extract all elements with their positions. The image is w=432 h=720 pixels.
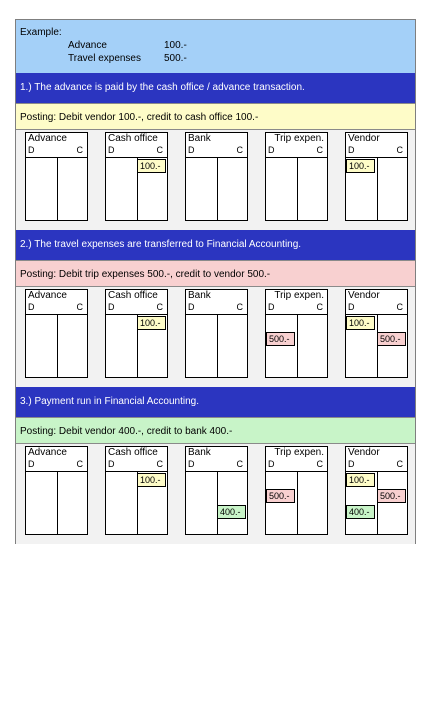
account-entry-credit: 500.- [377, 489, 406, 503]
step-heading: 1.) The advance is paid by the cash office / advance transaction. [16, 73, 415, 103]
account-entry-debit: 500.- [266, 489, 295, 503]
account-name: Cash office [108, 133, 158, 144]
posting-text: Posting: Debit trip expenses 500.-, credit to vendor 500.- [16, 260, 415, 287]
account-entry-debit: 100.- [346, 316, 375, 330]
credit-label: C [396, 302, 403, 312]
account-divider-vertical [57, 157, 58, 220]
t-account [105, 132, 168, 221]
debit-label: D [188, 302, 195, 312]
account-divider-vertical [217, 471, 218, 534]
posting-text: Posting: Debit vendor 400.-, credit to bank 400.- [16, 417, 415, 444]
credit-label: C [316, 145, 323, 155]
debit-label: D [188, 459, 195, 469]
debit-label: D [268, 302, 275, 312]
t-account [265, 132, 328, 221]
account-divider-vertical [217, 157, 218, 220]
diagram-frame [15, 19, 416, 544]
credit-label: C [76, 302, 83, 312]
account-divider-vertical [297, 471, 298, 534]
t-account [25, 132, 88, 221]
account-divider-vertical [297, 157, 298, 220]
accounts-row [16, 130, 415, 230]
account-divider-vertical [217, 314, 218, 377]
t-account [105, 289, 168, 378]
account-name: Cash office [108, 290, 158, 301]
t-account [185, 289, 248, 378]
step-heading: 3.) Payment run in Financial Accounting. [16, 387, 415, 417]
account-entry-debit: 100.- [346, 159, 375, 173]
account-entry-credit: 100.- [137, 473, 166, 487]
account-divider-vertical [57, 471, 58, 534]
t-account [345, 446, 408, 535]
credit-label: C [76, 459, 83, 469]
step-heading: 2.) The travel expenses are transferred to Financial Accounting. [16, 230, 415, 260]
credit-label: C [236, 302, 243, 312]
account-entry-credit: 400.- [217, 505, 246, 519]
t-account [265, 289, 328, 378]
debit-label: D [108, 145, 115, 155]
debit-label: D [348, 145, 355, 155]
credit-label: C [316, 302, 323, 312]
example-row-travel [68, 53, 187, 64]
debit-label: D [28, 459, 35, 469]
account-divider-vertical [297, 314, 298, 377]
account-entry-credit: 500.- [377, 332, 406, 346]
account-name: Cash office [108, 447, 158, 458]
credit-label: C [396, 145, 403, 155]
t-account [345, 132, 408, 221]
t-account [185, 132, 248, 221]
account-name: Vendor [348, 447, 380, 458]
debit-label: D [348, 302, 355, 312]
account-entry-debit: 400.- [346, 505, 375, 519]
account-name: Advance [28, 290, 67, 301]
debit-label: D [348, 459, 355, 469]
example-row-advance [68, 40, 187, 51]
account-name: Advance [28, 447, 67, 458]
account-name: Bank [188, 447, 211, 458]
t-account [265, 446, 328, 535]
accounts-row [16, 287, 415, 387]
t-account [25, 289, 88, 378]
example-label: Example: [20, 27, 62, 38]
credit-label: C [156, 145, 163, 155]
debit-label: D [28, 145, 35, 155]
credit-label: C [236, 459, 243, 469]
account-name: Trip expen. [274, 290, 324, 301]
credit-label: C [156, 302, 163, 312]
debit-label: D [28, 302, 35, 312]
example-name: Travel expenses [68, 53, 141, 64]
accounts-row [16, 444, 415, 544]
credit-label: C [236, 145, 243, 155]
example-value: 100.- [164, 40, 187, 51]
debit-label: D [108, 302, 115, 312]
example-name: Advance [68, 40, 107, 51]
account-entry-debit: 500.- [266, 332, 295, 346]
t-account [345, 289, 408, 378]
account-entry-credit: 100.- [137, 316, 166, 330]
example-value: 500.- [164, 53, 187, 64]
account-divider-vertical [57, 314, 58, 377]
account-name: Bank [188, 290, 211, 301]
account-divider-vertical [377, 157, 378, 220]
t-account [105, 446, 168, 535]
example-box [16, 20, 415, 73]
t-account [185, 446, 248, 535]
debit-label: D [268, 145, 275, 155]
debit-label: D [268, 459, 275, 469]
account-name: Vendor [348, 290, 380, 301]
debit-label: D [108, 459, 115, 469]
account-name: Trip expen. [274, 133, 324, 144]
debit-label: D [188, 145, 195, 155]
account-entry-debit: 100.- [346, 473, 375, 487]
credit-label: C [156, 459, 163, 469]
t-account [25, 446, 88, 535]
credit-label: C [316, 459, 323, 469]
credit-label: C [396, 459, 403, 469]
posting-text: Posting: Debit vendor 100.-, credit to cash office 100.- [16, 103, 415, 130]
account-entry-credit: 100.- [137, 159, 166, 173]
account-name: Trip expen. [274, 447, 324, 458]
credit-label: C [76, 145, 83, 155]
account-name: Vendor [348, 133, 380, 144]
account-name: Bank [188, 133, 211, 144]
account-name: Advance [28, 133, 67, 144]
